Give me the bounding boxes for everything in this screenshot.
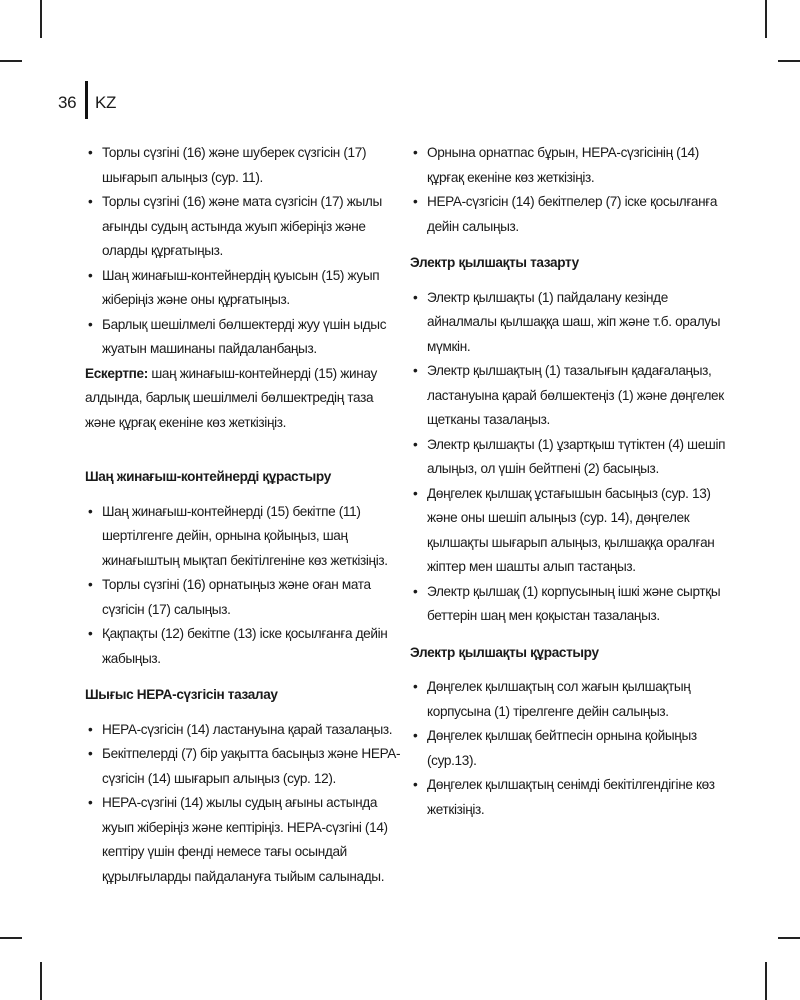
bullet-icon: • bbox=[413, 485, 418, 501]
brush-assembly-list bbox=[410, 675, 728, 822]
bullet-icon: • bbox=[413, 194, 418, 209]
bullet-icon: • bbox=[88, 746, 93, 761]
bullet-icon: • bbox=[413, 145, 418, 160]
list-item bbox=[410, 773, 728, 822]
list-item-text: Дөңгелек қылшақтың сол жағын қылшақтың корпусына (1) тірелгенге дейін салыңыз. bbox=[427, 679, 691, 719]
right-column bbox=[410, 141, 728, 822]
page-number: 36 bbox=[58, 93, 77, 112]
page-header bbox=[0, 0, 800, 130]
list-item bbox=[410, 482, 728, 580]
note-text: шаң жинағыш-контейнерді (15) жинау алдында, барлық шешілмелі бөлшектредің таза және құрғақ екеніне көз жеткізіңіз. bbox=[85, 365, 377, 430]
header-divider bbox=[85, 81, 88, 119]
list-item bbox=[85, 313, 403, 362]
bullet-icon: • bbox=[88, 267, 93, 283]
crop-mark bbox=[0, 937, 22, 939]
list-item bbox=[410, 141, 728, 190]
bullet-icon: • bbox=[413, 777, 418, 792]
list-item-text: Шаң жинағыш-контейнердің қуысын (15) жуып жіберіңіз және оны құрғатыңыз. bbox=[102, 267, 380, 307]
list-item-text: Торлы сүзгіні (16) орнатыңыз және оған мата сүзгісін (17) салыңыз. bbox=[102, 577, 371, 617]
bullet-icon: • bbox=[88, 194, 93, 209]
list-item-text: Дөңгелек қылшақтың сенімді бекітілгендігіне көз жеткізіңіз. bbox=[427, 777, 715, 817]
list-item-text: Барлық шешілмелі бөлшектерді жуу үшін ыдыс жуатын машинаны пайдаланбаңыз. bbox=[102, 316, 387, 356]
bullet-icon: • bbox=[88, 503, 93, 519]
bullet-icon: • bbox=[413, 436, 418, 452]
section-heading: Электр қылшақты құрастыру bbox=[410, 644, 599, 660]
list-item-text: Дөңгелек қылшақ ұстағышын басыңыз (сур. 13) және оны шешіп алыңыз (сур. 14), дөңгелек қылшақты шығарып алыңыз, қылшаққа оралған жіптер мен шашты алып тастаңыз. bbox=[427, 485, 715, 574]
crop-mark bbox=[40, 962, 42, 1000]
section-heading: Шаң жинағыш-контейнерді құрастыру bbox=[85, 469, 331, 484]
crop-mark bbox=[765, 962, 767, 1000]
list-item bbox=[85, 622, 403, 671]
bullet-icon: • bbox=[413, 728, 418, 743]
list-item-text: Қақпақты (12) бекітпе (13) іске қосылғанға дейін жабыңыз. bbox=[102, 626, 388, 666]
list-item bbox=[85, 264, 403, 313]
list-item bbox=[410, 433, 728, 482]
list-item-text: Дөңгелек қылшақ бейтпесін орнына қойыңыз (сур.13). bbox=[427, 728, 697, 768]
language-code: KZ bbox=[95, 93, 117, 112]
bullet-icon: • bbox=[88, 626, 93, 641]
list-item bbox=[85, 190, 403, 264]
bullet-icon: • bbox=[88, 316, 93, 332]
list-item bbox=[85, 791, 403, 889]
section-heading: Шығыс HEPA-сүзгісін тазалау bbox=[85, 687, 278, 702]
hepa-install-list bbox=[410, 141, 728, 239]
bullet-icon: • bbox=[88, 145, 93, 160]
brush-cleaning-list bbox=[410, 286, 728, 629]
list-item-text: Электр қылшақты (1) ұзартқыш түтіктен (4) шешіп алыңыз, ол үшін бейтпені (2) басыңыз. bbox=[427, 436, 726, 476]
list-item bbox=[410, 724, 728, 773]
list-item-text: Электр қылшақтың (1) тазалығын қадағалаңыз, ластануына қарай бөлшектеңіз (1) және дөңгелек щетканы тазалаңыз. bbox=[427, 363, 724, 427]
bullet-icon: • bbox=[413, 289, 418, 305]
list-item bbox=[85, 742, 403, 791]
bullet-icon: • bbox=[413, 679, 418, 694]
list-item-text: Торлы сүзгіні (16) және шуберек сүзгісін (17) шығарып алыңыз (сур. 11). bbox=[102, 145, 367, 185]
list-item bbox=[85, 141, 403, 190]
list-item bbox=[85, 500, 403, 574]
list-item bbox=[410, 286, 728, 360]
list-item-text: HEPA-сүзгісін (14) бекітпелер (7) іске қосылғанға дейін салыңыз. bbox=[427, 194, 718, 234]
list-item-text: HEPA-сүзгіні (14) жылы судың ағыны астында жуып жіберіңіз және кептіріңіз. HEPA-сүзгіні (14) кептіру үшін фенді немесе тағы осындай құрылғыларды пайдалануға тыйым салынады. bbox=[102, 795, 388, 884]
note-label: Ескертпе: bbox=[85, 365, 148, 381]
list-item-text: Торлы сүзгіні (16) және мата сүзгісін (17) жылы ағынды судың астында жуып жіберіңіз және оларды құрғатыңыз. bbox=[102, 194, 382, 258]
assembly-steps-list bbox=[85, 500, 403, 672]
hepa-cleaning-list bbox=[85, 718, 403, 890]
list-item bbox=[410, 580, 728, 629]
section-heading: Электр қылшақты тазарту bbox=[410, 255, 579, 270]
list-item-text: HEPA-сүзгісін (14) ластануына қарай тазалаңыз. bbox=[102, 721, 393, 737]
list-item-text: Шаң жинағыш-контейнерді (15) бекітпе (11) шертілгенге дейін, орнына қойыңыз, шаң жинағыштың мықтап бекітілгеніне көз жеткізіңіз. bbox=[102, 503, 388, 568]
bullet-icon: • bbox=[413, 583, 418, 599]
crop-mark bbox=[778, 937, 800, 939]
list-item-text: Электр қылшақ (1) корпусының ішкі және сыртқы беттерін шаң мен қоқыстан тазалаңыз. bbox=[427, 583, 721, 623]
list-item-text: Электр қылшақты (1) пайдалану кезінде айналмалы қылшаққа шаш, жіп және т.б. оралуы мүмкін. bbox=[427, 289, 721, 354]
bullet-icon: • bbox=[88, 721, 93, 737]
list-item bbox=[85, 573, 403, 622]
list-item bbox=[410, 190, 728, 239]
left-column bbox=[85, 141, 403, 889]
list-item bbox=[410, 675, 728, 724]
bullet-icon: • bbox=[413, 363, 418, 378]
cleaning-steps-list bbox=[85, 141, 403, 362]
bullet-icon: • bbox=[88, 795, 93, 810]
note-paragraph bbox=[85, 362, 403, 436]
list-item-text: Орнына орнатпас бұрын, HEPA-сүзгісінің (14) құрғақ екеніне көз жеткізіңіз. bbox=[427, 145, 699, 185]
list-item-text: Бекітпелерді (7) бір уақытта басыңыз және HEPA-сүзгісін (14) шығарып алыңыз (сур. 12). bbox=[102, 746, 401, 786]
list-item bbox=[85, 718, 403, 743]
bullet-icon: • bbox=[88, 577, 93, 592]
list-item bbox=[410, 359, 728, 433]
